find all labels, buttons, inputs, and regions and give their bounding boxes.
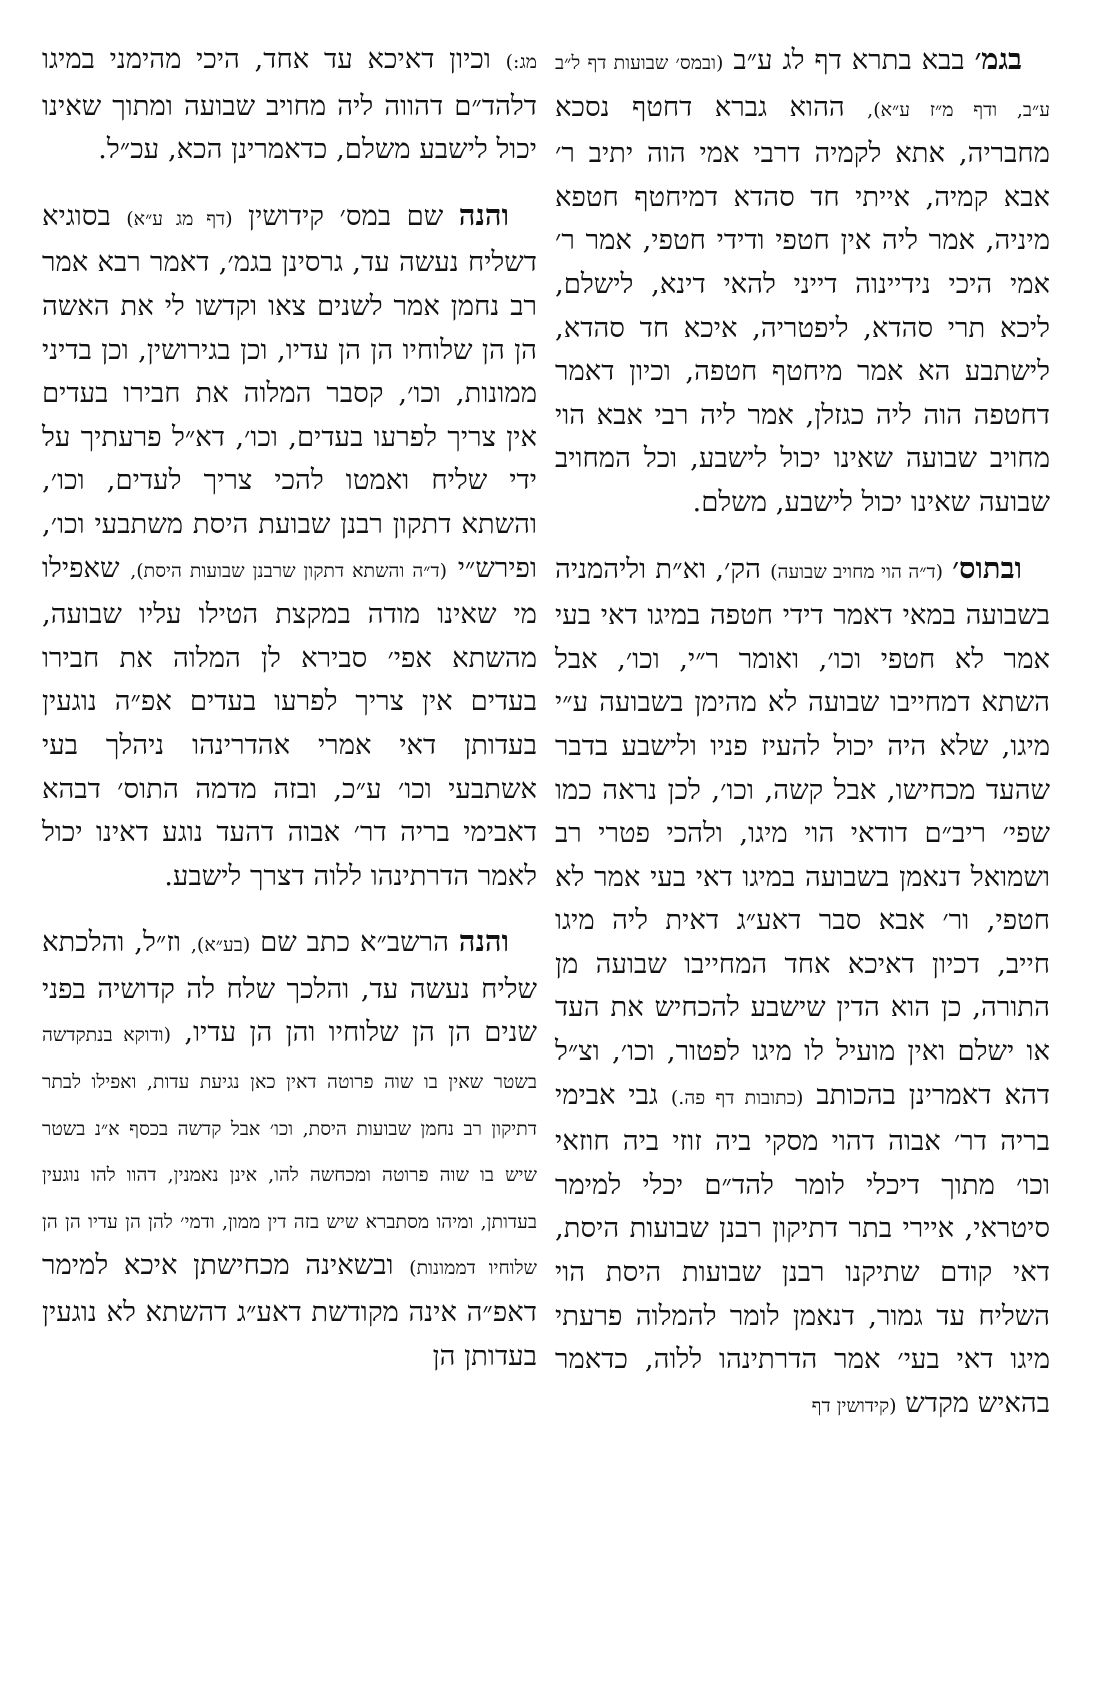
body-text: ובשאינה מכחישתן איכא למימר דאפ״ה אינה מקודשת דאע״ג דהשתא לא נוגעין בעדותן הן [42, 1249, 537, 1372]
body-text: בבא בתרא דף לג ע״ב [723, 44, 975, 76]
document-page [38, 38, 1062, 1678]
lead-word: ובתוס׳ [952, 550, 1022, 585]
citation-text: מג:) [505, 51, 537, 73]
body-text: ההוא גברא דחטף נסכא מחבריה, אתא לקמיה דרבי אמי הוה יתיב ר׳ אבא קמיה, אייתי חד סהדא דמיחטף חטפא מיניה, אמר ליה אין חטפי ודידי חטפי, אמר ר׳ אמי היכי נידיינוה דייני להאי דינא, לישלם, ליכא תרי סהדא, ליפטריה, איכא חד סהדא, לישתבע הא אמר מיחטף חטפה, וכיון דאמר דחטפה הוה ליה כגזלן, אמר ליה רבי אבא הוי מחויב שבועה שאינו יכול לישבע, וכל המחויב שבועה שאינו יכול לישבע, משלם. [555, 90, 1050, 518]
body-text: שאפילו מי שאינו מודה במקצת הטילו עליו שבועה, מהשתא אפי׳ סבירא לן המלוה את חבירו בעדים אין צריך לפרעו בעדים אפ״ה נוגעין בעדותן דאי אמרי אהדרינהו ניהלך בעי אשתבעי וכו׳ ע״כ, ובזה מדמה התוס׳ דבהא דאבימי בריה דר׳ אבוה דהעד נוגע דאינו יכול לאמר הדרתינהו ללוה דצרך לישבע. [42, 551, 537, 892]
citation-text: (ד״ה הוי מחויב שבועה) [770, 560, 944, 583]
paragraph [42, 38, 537, 172]
citation-text: (בע״א), [190, 934, 251, 957]
body-text: בסוגיא דשליח נעשה עד, גרסינן בגמ׳, דאמר רבא אמר רב נחמן אמר לשנים צאו וקדשו לי את האשה הן הן שלוחיו הן הן עדיו, וכן בגירושין, וכן בדיני ממונות, וכו׳, קסבר המלוה את חבירו בעדים אין צריך לפרעו בעדים, וכו׳, דא״ל פרעתיך על ידי שליח ואמטו להכי צריך לעדים, וכו׳, והשתא דתקון רבנן שבועת היסת משתבעי וכו׳, ופירש״י [42, 199, 537, 584]
paragraph [42, 194, 537, 899]
lead-word: והנה [458, 197, 509, 232]
citation-text: (כתובות דף פה.) [670, 1086, 804, 1109]
citation-text: (ובמס׳ שבועות דף ל״ב ע״ב, ודף מ״ז ע״א), [555, 52, 1050, 121]
citation-text: (ודוקא בנתקדשה בשטר שאין בו שוה פרוטה דאין כאן נגיעת עדות, ואפילו לבתר דתיקון רב נחמן שבועות היסת, וכו׳ אבל קדשה בכסף א״נ בשטר שיש בו שוה פרוטה ומכחשה להו, אינן נאמנין, דהוו להו נוגעין בעדותן, ומיהו מסתברא שיש בזה דין ממון, ודמי׳ להן הן עדיו הן הן שלוחיו דממונות) [42, 1024, 537, 1280]
body-text: וכיון דאיכא עד אחד, היכי מהימני במיגו דלהד״ם דהווה ליה מחויב שבועה ומתוך שאינו יכול לישבע משלם, כדאמרינן הכא, עכ״ל. [42, 43, 537, 166]
body-text: וז״ל, והלכתא שליח נעשה עד, והלכך שלח לה קדושיה בפני שנים הן הן שלוחיו והן הן עדיו, [42, 926, 537, 1049]
body-text: הק׳, וא״ת וליהמניה בשבועה במאי דאמר דידי חטפה במיגו דאי בעי אמר לא חטפי וכו׳, ואומר ר״י, וכו׳, אבל השתא דמחייבו שבועה לא מהימן בשבועה ע״י מיגו, שלא היה יכול להעיז פניו ולישבע בדבר שהעד מכחישו, אבל קשה, וכו׳, לכן נראה כמו שפי׳ ריב״ם דודאי הוי מיגו, ולהכי פטרי רב ושמואל דנאמן בשבועה במיגו דאי בעי אמר לא חטפי, ור׳ אבא סבר דאע״ג דאית ליה מיגו חייב, דכיון דאיכא אחד המחייבו שבועה מן התורה, כן הוא הדין שישבע להכחיש את העד או ישלם ואין מועיל לו מיגו לפטור, וכו׳, וצ״ל דהא דאמרינן בהכותב [555, 552, 1050, 1111]
paragraph [555, 547, 1050, 1429]
body-text: גבי אבימי בריה דר׳ אבוה דהוי מסקי ביה זוזי ביה חוזאי וכו׳ מתוך דיכלי לומר להד״ם יכלי למימר סיטראי, איירי בתר דתיקון רבנן שבועות היסת, דאי קודם שתיקנו רבנן שבועות היסת הוי השליח עד גמור, דנאמן לומר להמלוה פרעתי מיגו דאי בעי׳ אמר הדרתינהו ללוה, כדאמר בהאיש מקדש [555, 1078, 1050, 1419]
citation-text: (קידושין דף [811, 1394, 897, 1417]
citation-text: (ד״ה והשתא דתקון שרבנן שבועות היסת), [130, 559, 448, 582]
right-column [555, 38, 1050, 1450]
paragraph [42, 920, 537, 1378]
lead-word: בגמ׳ [974, 42, 1022, 76]
body-text: הרשב״א כתב שם [250, 926, 459, 959]
paragraph [555, 38, 1050, 525]
body-text: שם במס׳ קידושין [232, 199, 459, 232]
lead-word: והנה [458, 924, 510, 959]
citation-text: (דף מג ע״א) [126, 207, 233, 230]
left-column [42, 38, 537, 1400]
body-text [943, 553, 952, 585]
